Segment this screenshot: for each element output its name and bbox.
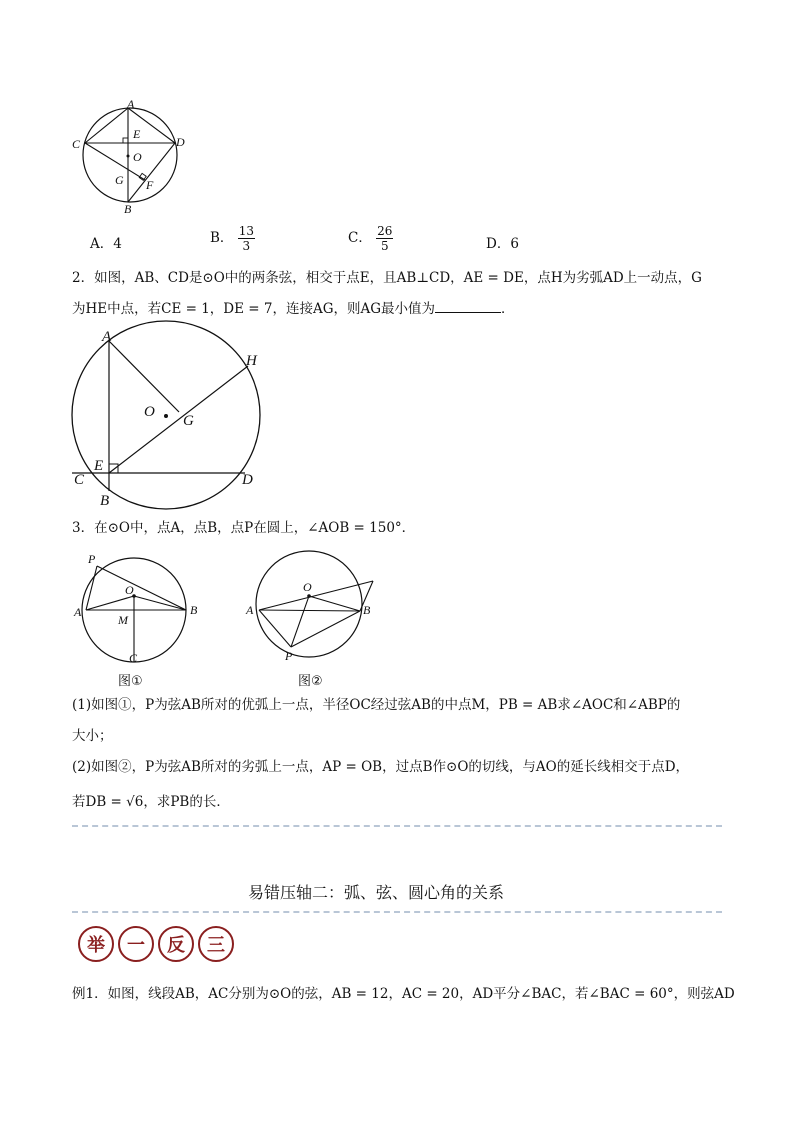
option-a[interactable]: A．4	[90, 236, 122, 252]
figure-q2-circle	[70, 328, 270, 508]
label-b: B	[100, 493, 110, 509]
option-c[interactable]: C． $\frac{26}{5}$	[348, 224, 393, 253]
segment-ap	[259, 610, 291, 647]
figure-q3-1	[70, 548, 210, 688]
divider-top	[72, 825, 722, 827]
circle-o	[83, 108, 177, 202]
q3-part2-line2: 若DB = √6，求PB的长．	[72, 794, 230, 810]
segment-eh	[109, 366, 248, 473]
label-p: P	[88, 552, 96, 566]
center-dot	[127, 155, 130, 158]
figure-q1-circle	[70, 97, 190, 216]
label-a: A	[102, 329, 112, 345]
label-g: G	[115, 173, 124, 187]
label-o: O	[303, 580, 312, 594]
label-f: F	[146, 178, 154, 192]
fraction-26-5: $\frac{26}{5}$	[377, 224, 393, 253]
answer-blank[interactable]	[435, 300, 501, 313]
q2-line2: 为HE中点，若CE = 1，DE = 7，连接AG，则AG最小值为 ．	[72, 301, 515, 317]
label-o: O	[133, 150, 142, 164]
circle-o	[256, 551, 362, 657]
example-line1: 例1．如图，线段AB，AC分别为⊙O的弦，AB = 12，AC = 20，AD平分∠BAC，若∠BAC = 60°，则弦AD	[72, 986, 735, 1002]
figure-q3-2	[245, 544, 385, 684]
label-c: C	[74, 472, 85, 488]
badge-yi: 一	[118, 926, 154, 962]
fraction-13-3: $\frac{13}{3}$	[238, 224, 254, 253]
q3-part2-line1: (2)如图②，P为弦AB所对的劣弧上一点，AP = OB，过点B作⊙O的切线，与AO的延长线相交于点D，	[72, 759, 690, 775]
label-d: D	[242, 472, 253, 488]
label-b: B	[124, 202, 132, 216]
segment-ab	[259, 610, 360, 611]
label-h: H	[246, 353, 257, 369]
q3-part1-line1: (1)如图①，P为弦AB所对的优弧上一点，半径OC经过弦AB的中点M，PB = AB求∠AOC和∠ABP的	[72, 697, 681, 713]
segment-ca	[85, 108, 128, 143]
section-title: 易错压轴二：弧、弦、圆心角的关系	[248, 883, 505, 902]
q3-part1-line2: 大小；	[72, 728, 113, 744]
option-b[interactable]: B． $\frac{13}{3}$	[210, 224, 254, 253]
badge-ju: 举	[78, 926, 114, 962]
segment-oa	[86, 596, 134, 610]
label-e: E	[94, 458, 104, 474]
divider-section	[72, 911, 722, 913]
label-o: O	[144, 404, 155, 420]
segment-ad	[259, 581, 373, 610]
label-g: G	[183, 413, 194, 429]
badge-fan: 反	[158, 926, 194, 962]
label-e: E	[133, 127, 141, 141]
label-c: C	[129, 651, 138, 665]
q3-line1: 3．在⊙O中，点A，点B，点P在圆上，∠AOB = 150°．	[72, 520, 416, 536]
segment-pa	[86, 566, 97, 610]
label-p: P	[285, 649, 293, 663]
option-d[interactable]: D．6	[486, 236, 519, 252]
center-dot	[307, 594, 311, 598]
label-a: A	[246, 603, 254, 617]
caption-fig1: 图①	[118, 674, 143, 689]
label-o: O	[125, 583, 134, 597]
segment-ag	[109, 341, 179, 412]
right-angle-e	[123, 138, 128, 143]
q2-line1: 2．如图，AB、CD是⊙O中的两条弦，相交于点E，且AB⊥CD，AE = DE，点H为劣弧AD上一动点，G	[72, 270, 702, 286]
label-m: M	[118, 613, 128, 627]
badge-san: 三	[198, 926, 234, 962]
label-c: C	[72, 137, 81, 151]
segment-ob	[134, 596, 186, 610]
label-d: D	[176, 135, 185, 149]
label-a: A	[74, 605, 82, 619]
label-b: B	[190, 603, 198, 617]
segment-ob	[309, 596, 360, 611]
center-dot	[164, 414, 168, 418]
label-a: A	[127, 97, 135, 111]
label-b: B	[363, 603, 371, 617]
caption-fig2: 图②	[298, 674, 323, 689]
